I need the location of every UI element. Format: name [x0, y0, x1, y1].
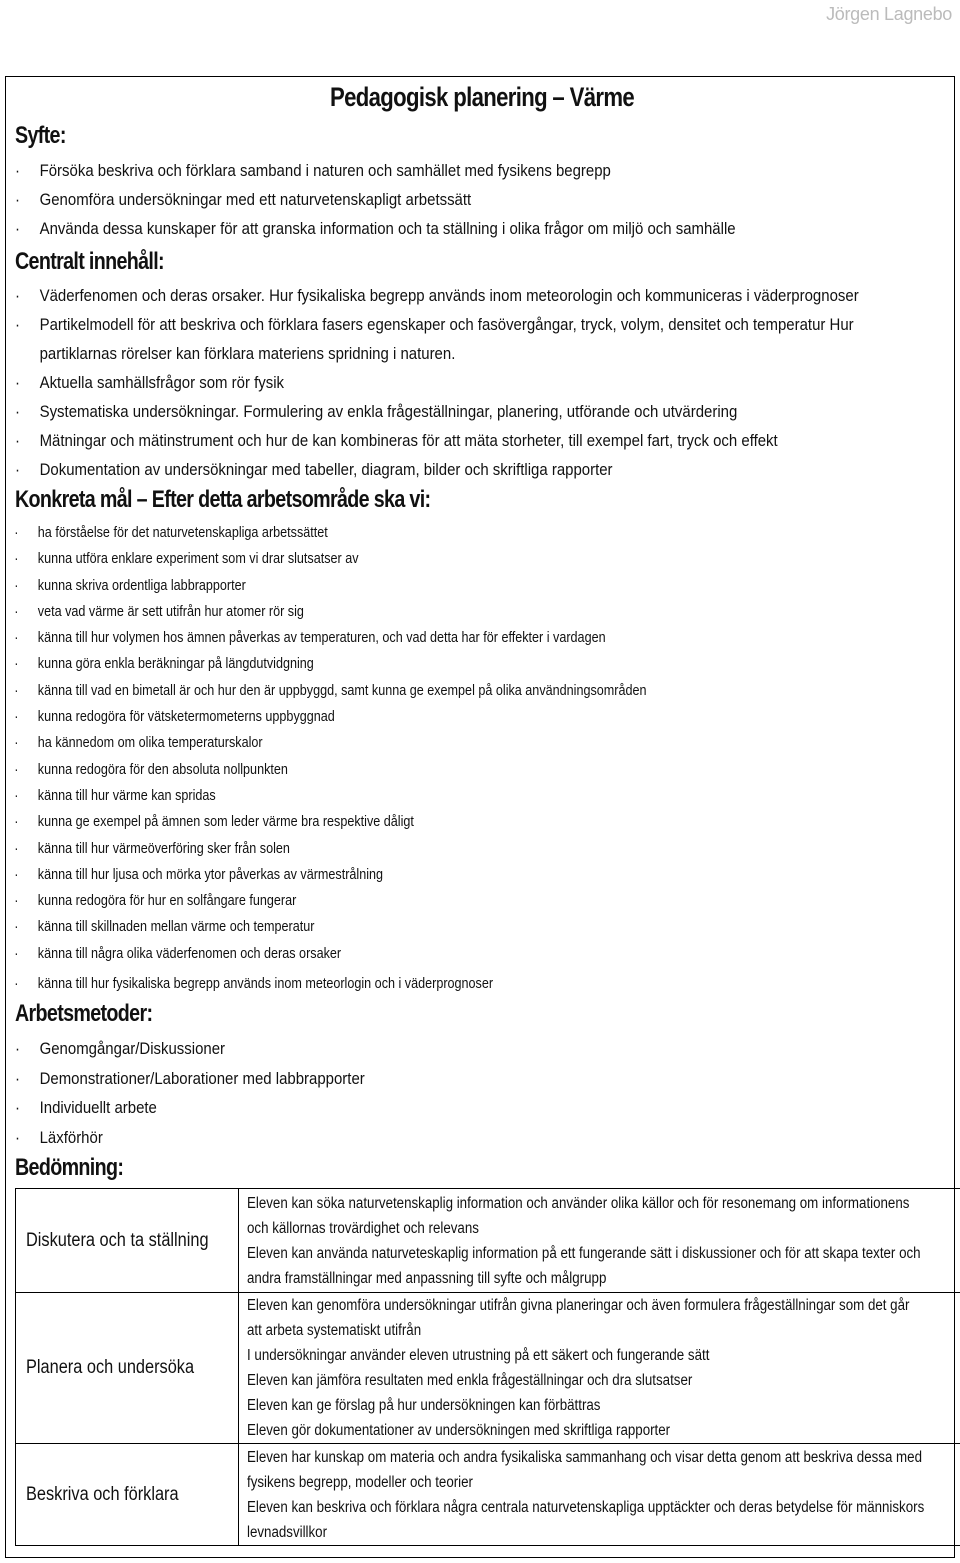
list-item — [0, 1123, 365, 1153]
list-item-text: kunna redogöra för hur en solfångare fungerar — [37, 892, 297, 910]
mal-heading: Konkreta mål – Efter detta arbetsområde ska vi: — [15, 486, 431, 513]
criterion-cell — [16, 1444, 239, 1546]
list-item — [0, 573, 646, 599]
bullet: · — [14, 373, 20, 392]
list-item — [0, 971, 646, 997]
list-item-text: ha kännedom om olika temperaturskalor — [37, 734, 263, 752]
syfte-list — [0, 156, 836, 243]
bullet: · — [14, 760, 19, 778]
list-item — [0, 1034, 365, 1064]
list-item-text: Systematiska undersökningar. Formulering av enkla frågeställningar, planering, utförande och utvärdering — [39, 402, 738, 421]
arbetsmetoder-list — [0, 1034, 414, 1152]
bullet: · — [14, 315, 20, 334]
bullet: · — [14, 1039, 20, 1058]
list-item-text: Läxförhör — [39, 1127, 103, 1147]
list-item-text: kunna göra enkla beräkningar på längdutvidgning — [37, 655, 314, 673]
list-item-text: känna till några olika väderfenomen och deras orsaker — [37, 944, 342, 962]
list-item — [0, 941, 646, 967]
list-item — [0, 368, 920, 397]
list-item — [0, 281, 920, 310]
bullet: · — [14, 1127, 20, 1147]
bullet: · — [14, 576, 19, 594]
list-item-text: känna till hur ljusa och mörka ytor påverkas av värmestrålning — [37, 865, 384, 883]
bullet: · — [14, 813, 19, 831]
table-row — [16, 1293, 960, 1444]
description-cell — [239, 1189, 960, 1293]
bullet: · — [14, 402, 20, 421]
description-text: Eleven kan använda naturveteskaplig information på ett fungerande sätt i diskussioner och för att skapa texter och andra framställningar med anpassning till syfte och målgrupp — [247, 1244, 921, 1287]
list-item-text: Genomgångar/Diskussioner — [39, 1039, 226, 1058]
list-item — [0, 310, 920, 368]
bullet: · — [14, 524, 19, 541]
bullet: · — [14, 1098, 20, 1117]
description-cell — [239, 1444, 960, 1546]
table-row — [16, 1444, 960, 1546]
bullet: · — [14, 786, 19, 804]
bullet: · — [14, 944, 19, 962]
list-item — [0, 1093, 365, 1123]
list-item-text: ha förståelse för det naturvetenskapliga arbetssättet — [37, 524, 328, 541]
bullet: · — [14, 892, 19, 910]
description-cell — [239, 1293, 960, 1444]
list-item-text: Individuellt arbete — [39, 1098, 157, 1117]
bullet: · — [14, 161, 20, 180]
bullet: · — [14, 629, 19, 647]
list-item-text: känna till hur fysikaliska begrepp används inom meteorlogin och i väderprognoser — [37, 975, 494, 993]
centralt-heading: Centralt innehåll: — [15, 248, 164, 275]
description-text: Eleven kan ge förslag på hur undersökningen kan förbättras — [247, 1397, 601, 1414]
list-item — [0, 426, 920, 455]
mal-list — [0, 520, 770, 997]
bullet: · — [14, 975, 19, 993]
assessment-table — [15, 1188, 960, 1546]
description-text: I undersökningar använder eleven utrustning på ett säkert och fungerande sätt — [247, 1347, 710, 1364]
list-item — [0, 678, 646, 704]
list-item-text: Partikelmodell för att beskriva och förklara fasers egenskaper och fasövergångar, tryck, volym, densitet och temperatur Hur partiklarnas rörelser kan förklara materiens spridning i naturen. — [39, 315, 854, 363]
bullet: · — [14, 460, 20, 479]
description-text: Eleven kan jämföra resultaten med enkla frågeställningar och dra slutsatser — [247, 1372, 693, 1389]
list-item — [0, 455, 920, 484]
bullet: · — [14, 190, 20, 209]
list-item — [0, 914, 646, 940]
bullet: · — [14, 431, 20, 450]
description-text: Eleven har kunskap om materia och andra fysikaliska sammanhang och visar detta genom att beskriva dessa med fysikens begrepp, modeller och teorier — [247, 1448, 923, 1491]
bullet: · — [14, 681, 19, 699]
list-item — [0, 214, 736, 243]
list-item-text: Aktuella samhällsfrågor som rör fysik — [39, 373, 285, 392]
description-text: Eleven kan genomföra undersökningar utifrån givna planeringar och även formulera frågeställningar som det går att arbeta systematiskt utifrån — [247, 1297, 910, 1339]
list-item — [0, 185, 736, 214]
list-item-text: känna till vad en bimetall är och hur den är uppbyggd, samt kunna ge exempel på olika användningsområden — [37, 681, 647, 699]
description-text: Eleven gör dokumentationer av undersökningen med skriftliga rapporter — [247, 1422, 671, 1439]
criterion-label: Diskutera och ta ställning — [26, 1229, 209, 1251]
list-item-text: kunna redogöra för vätsketermometerns uppbyggnad — [37, 708, 335, 726]
syfte-heading: Syfte: — [15, 122, 66, 149]
list-item — [0, 397, 920, 426]
description-text: Eleven kan söka naturvetenskaplig information och använder olika källor och för resonemang om informationens och källornas trovärdighet och relevans — [247, 1194, 910, 1237]
table-row — [16, 1189, 960, 1293]
bullet: · — [14, 734, 19, 752]
criterion-cell — [16, 1189, 239, 1293]
list-item-text: Använda dessa kunskaper för att granska information och ta ställning i olika frågor om miljö och samhälle — [39, 219, 736, 238]
list-item — [0, 757, 646, 783]
list-item — [0, 888, 646, 914]
list-item-text: Försöka beskriva och förklara samband i naturen och samhället med fysikens begrepp — [39, 161, 611, 180]
bullet: · — [14, 655, 19, 673]
list-item-text: känna till skillnaden mellan värme och temperatur — [37, 918, 315, 936]
list-item-text: Väderfenomen och deras orsaker. Hur fysikaliska begrepp används inom meteorologin och kommuniceras i väderprognoser — [39, 286, 859, 305]
criterion-label: Beskriva och förklara — [26, 1483, 179, 1505]
list-item-text: känna till hur värme kan spridas — [37, 786, 216, 804]
bedomning-heading: Bedömning: — [15, 1154, 124, 1181]
list-item — [0, 625, 646, 651]
list-item-text: Genomföra undersökningar med ett naturvetenskapligt arbetssätt — [39, 190, 472, 209]
bullet: · — [14, 550, 19, 568]
bullet: · — [14, 708, 19, 726]
bullet: · — [14, 286, 20, 305]
centralt-list — [0, 281, 960, 484]
list-item-text: kunna redogöra för den absoluta nollpunkten — [37, 760, 288, 778]
author-name: Jörgen Lagnebo — [826, 4, 952, 24]
bullet: · — [14, 918, 19, 936]
list-item-text: Dokumentation av undersökningar med tabeller, diagram, bilder och skriftliga rapporter — [39, 460, 613, 479]
list-item-text: känna till hur volymen hos ämnen påverkas av temperaturen, och vad detta har för effekter i vardagen — [37, 629, 606, 647]
list-item — [0, 862, 646, 888]
description-text: Eleven kan beskriva och förklara några centrala naturvetenskapliga upptäckter och deras betydelse för människors levnadsvillkor — [247, 1498, 925, 1541]
list-item — [0, 783, 646, 809]
page-title: Pedagogisk planering – Värme — [330, 82, 635, 112]
list-item — [0, 730, 646, 756]
list-item — [0, 599, 646, 625]
list-item — [0, 546, 646, 572]
bullet: · — [14, 1068, 20, 1088]
list-item-text: kunna skriva ordentliga labbrapporter — [37, 576, 246, 594]
list-item-text: kunna ge exempel på ämnen som leder värme bra respektive dåligt — [37, 813, 414, 831]
criterion-label: Planera och undersöka — [26, 1357, 195, 1378]
list-item-text: Mätningar och mätinstrument och hur de kan kombineras för att mäta storheter, till exempel fart, tryck och effekt — [39, 431, 778, 450]
bullet: · — [14, 839, 19, 857]
list-item — [0, 156, 736, 185]
bullet: · — [14, 602, 19, 620]
list-item — [0, 704, 646, 730]
list-item — [0, 836, 646, 862]
list-item-text: veta vad värme är sett utifrån hur atomer rör sig — [37, 602, 304, 620]
list-item — [0, 1064, 365, 1094]
arbetsmetoder-heading: Arbetsmetoder: — [15, 1000, 153, 1027]
list-item — [0, 809, 646, 835]
bullet: · — [14, 865, 19, 883]
list-item — [0, 651, 646, 677]
criterion-cell — [16, 1293, 239, 1444]
list-item-text: kunna utföra enklare experiment som vi drar slutsatser av — [37, 550, 359, 568]
list-item-text: Demonstrationer/Laborationer med labbrapporter — [39, 1068, 365, 1088]
list-item — [0, 520, 646, 546]
list-item-text: känna till hur värmeöverföring sker från solen — [37, 839, 290, 857]
bullet: · — [14, 219, 20, 238]
